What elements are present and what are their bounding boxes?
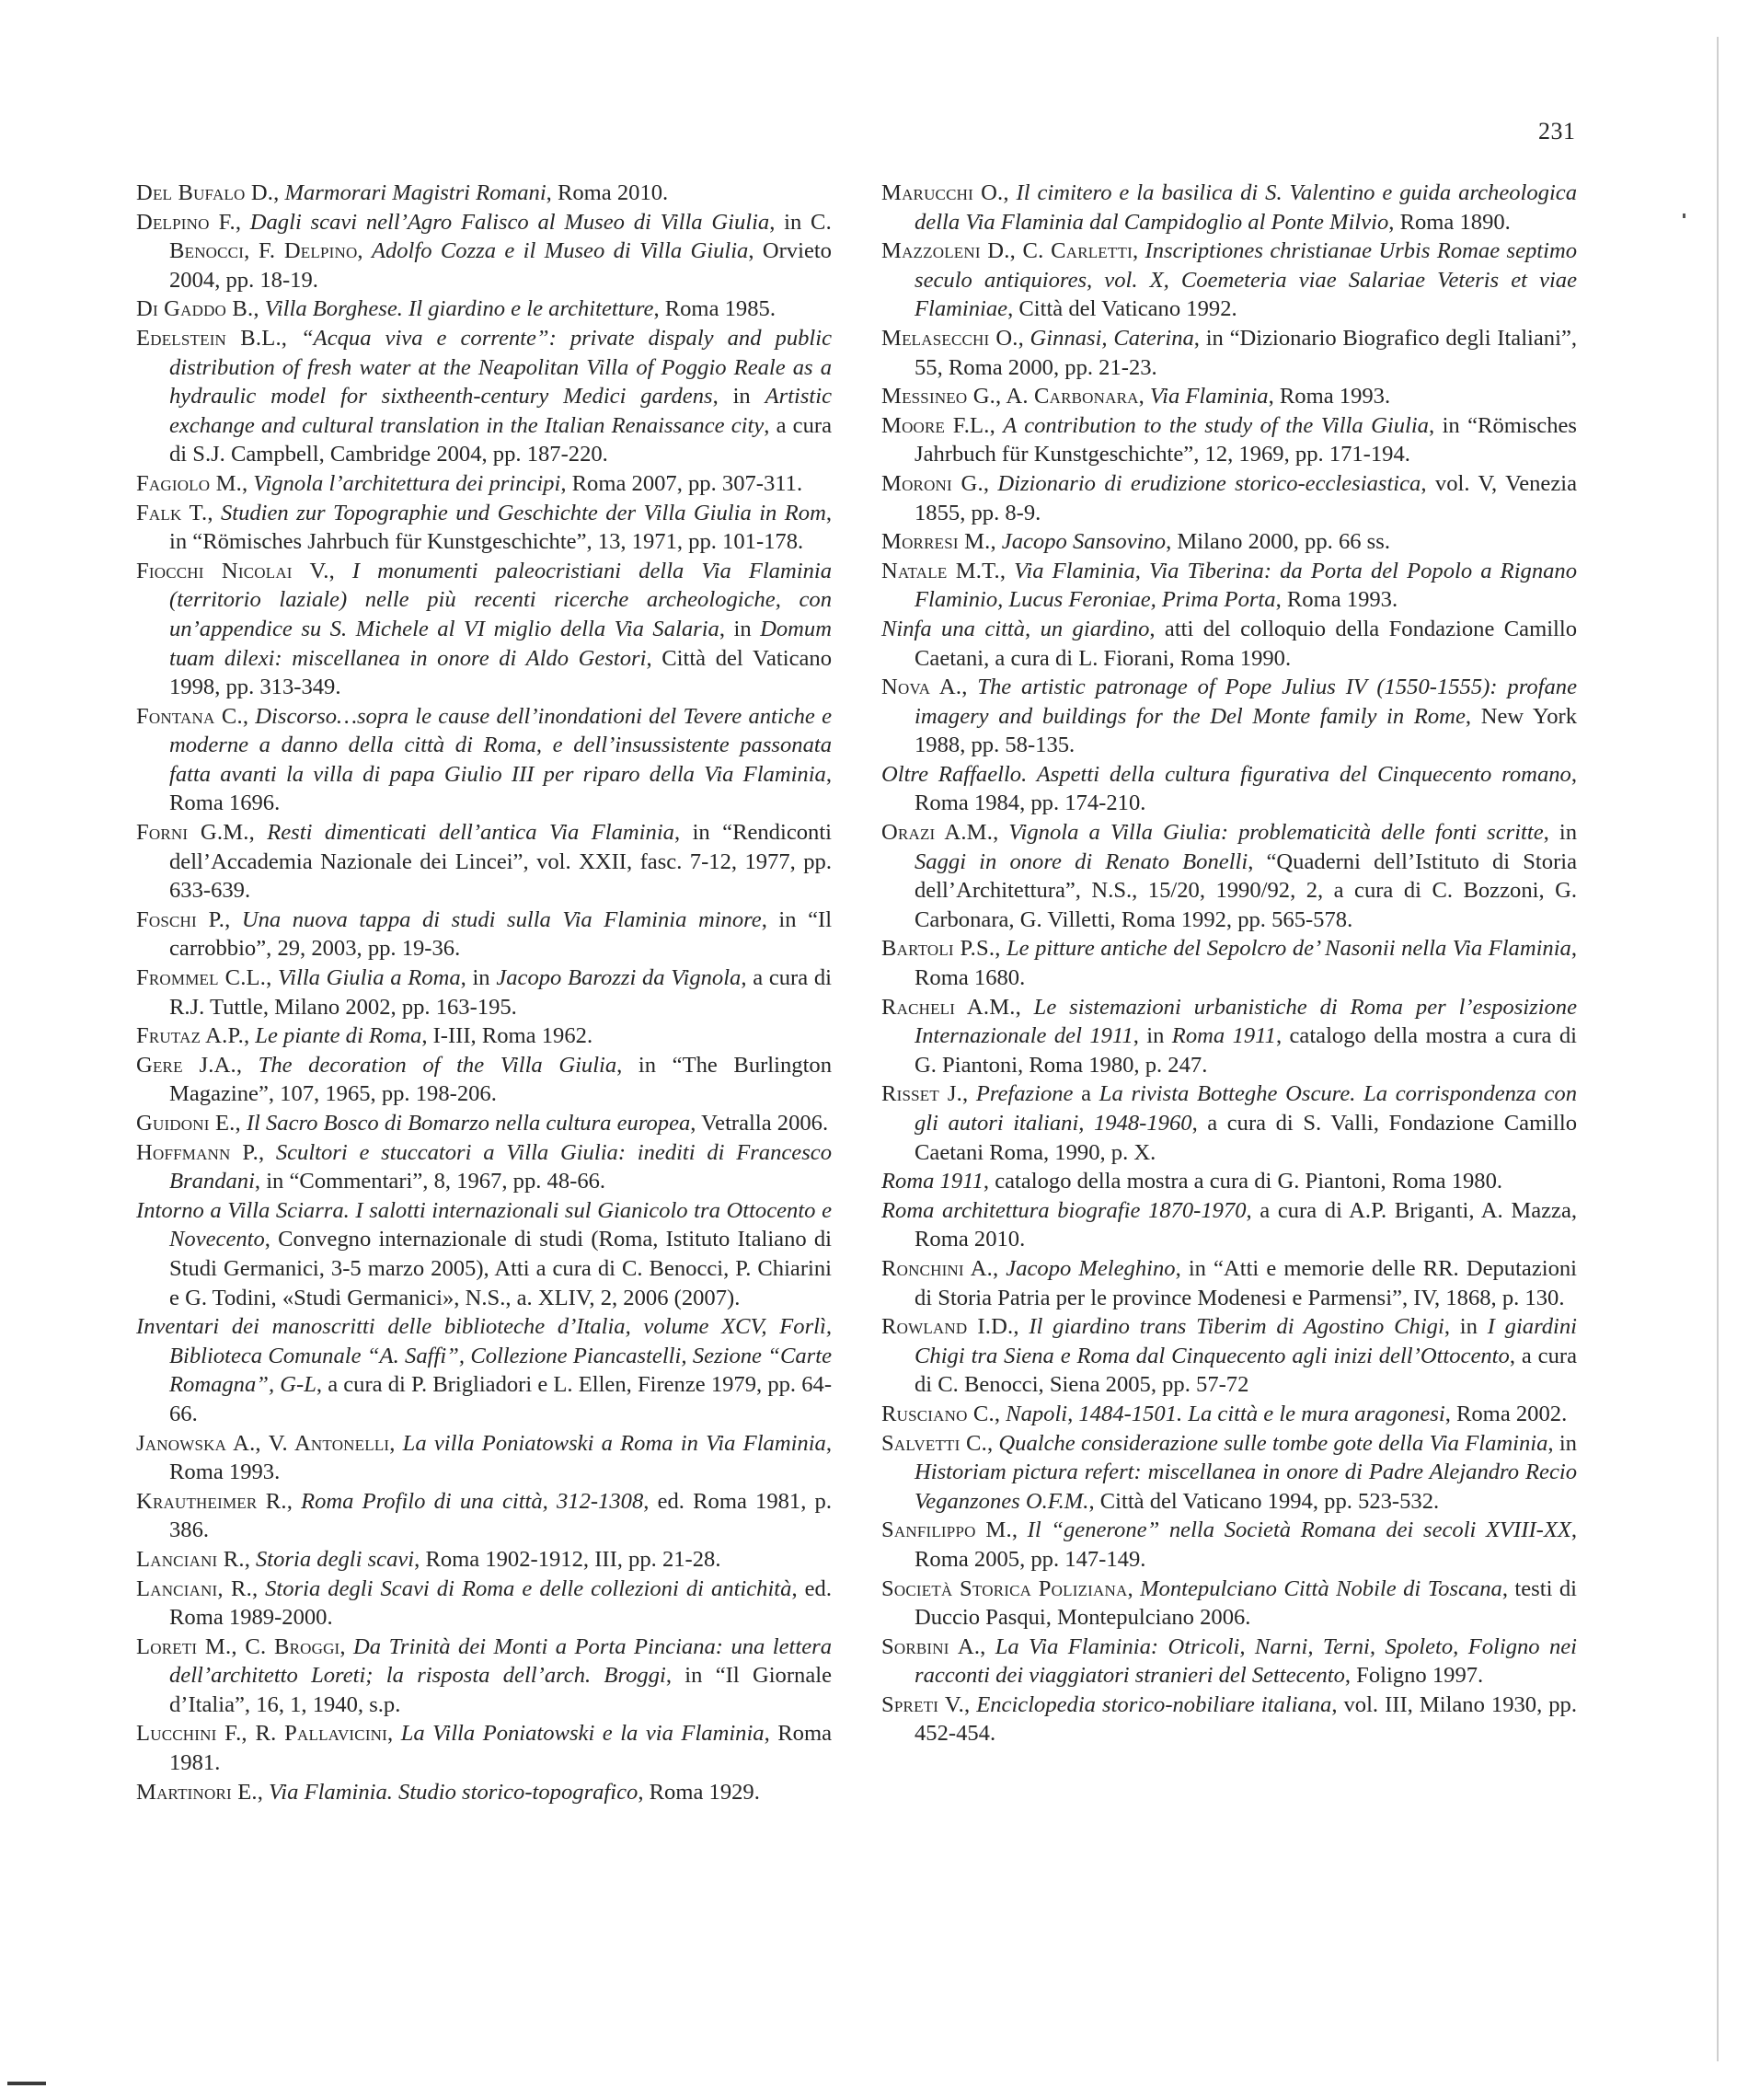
entry-author: Moroni G.	[881, 470, 984, 496]
entry-text: , Roma 1981.	[169, 1721, 832, 1776]
entry-title: Jacopo Meleghino	[1006, 1255, 1176, 1281]
entry-title: The decoration of the Villa Giulia	[258, 1052, 617, 1078]
bibliography-entry	[881, 469, 1577, 527]
entry-author: Falk T.	[136, 500, 208, 525]
entry-title: Roma 1911	[881, 1169, 984, 1194]
entry-title: Dagli scavi nell’Agro Falisco al Museo di Villa Giulia	[249, 209, 770, 235]
entry-text: , catalogo della mostra a cura di G. Piantoni, Roma 1980, p. 247.	[915, 1023, 1577, 1078]
entry-author: Delpino F.	[136, 209, 236, 235]
bibliography-entry	[136, 906, 832, 963]
entry-text: , in	[719, 616, 761, 641]
entry-title: Domum tuam dilexi: miscellanea in onore di Aldo Gestori	[169, 616, 832, 671]
entry-title: “Acqua viva e corrente”: private dispaly and public distribution of fresh water at the Neapolitan Villa of Poggio Reale as a hydraulic model for sixtheenth-century Medici gardens	[169, 325, 833, 410]
entry-text: ,	[235, 1111, 247, 1136]
entry-text: ,	[273, 180, 285, 205]
entry-text: ,	[1132, 238, 1145, 264]
entry-title: Prefazione	[975, 1081, 1074, 1107]
bibliography-entry	[136, 294, 832, 324]
entry-author: Janowska A., V. Antonelli	[136, 1430, 390, 1456]
bibliography-entry	[136, 1487, 832, 1545]
entry-title: A contribution to the study of the Villa Giulia	[1003, 412, 1429, 438]
scan-mark	[7, 2082, 46, 2085]
bibliography-entry	[881, 1400, 1577, 1429]
bibliography-entry	[881, 615, 1577, 673]
entry-title: Inventari dei manoscritti delle biblioteche d’Italia, volume XCV, Forlì, Biblioteca Comunale “A. Saffi”, Collezione Piancastelli, Sezione “Carte Romagna”, G-L	[136, 1314, 832, 1398]
entry-title: La Via Flaminia: Otricoli, Narni, Terni, Spoleto, Foligno nei racconti dei viaggiatori stranieri del Settecento	[915, 1633, 1578, 1689]
entry-title: Le pitture antiche del Sepolcro de’ Nasonii nella Via Flaminia	[1006, 936, 1571, 962]
entry-text: , Vetralla 2006.	[690, 1111, 829, 1136]
entry-text: , Roma 1696.	[169, 761, 832, 816]
entry-text: ,	[1015, 994, 1034, 1020]
entry-title: Le sistemazioni urbanistiche di Roma per l’esposizione Internazionale del 1911	[915, 994, 1578, 1049]
entry-title: Una nuova tappa di studi sulla Via Flaminia minore	[241, 906, 762, 932]
entry-text: ,	[1138, 384, 1150, 410]
entry-text: , in “Commentari”, 8, 1967, pp. 48-66.	[254, 1169, 606, 1194]
entry-text: , ed. Roma 1989-2000.	[169, 1575, 832, 1631]
entry-title: Saggi in onore di Renato Bonelli	[915, 848, 1248, 874]
bibliography-entry	[881, 1167, 1577, 1196]
bibliography-entry	[881, 934, 1577, 992]
page-edge-rule	[1717, 37, 1719, 2061]
entry-title: Via Flaminia, Via Tiberina: da Porta del Popolo a Rignano Flaminio, Lucus Feroniae, Prima Porta	[915, 558, 1578, 613]
entry-text: , a cura di R.J. Tuttle, Milano 2002, pp. 163-195.	[169, 965, 832, 1020]
entry-title: Resti dimenticati dell’antica Via Flaminia	[267, 820, 674, 846]
entry-title: Qualche considerazione sulle tombe gote della Via Flaminia	[998, 1430, 1548, 1456]
entry-author: Spreti V.	[881, 1691, 965, 1717]
bibliography-entry	[881, 179, 1577, 237]
entry-title: Artistic exchange and cultural translation in the Italian Renaissance city	[169, 384, 833, 438]
entry-title: Vignola a Villa Giulia: problematicità delle fonti scritte	[1008, 820, 1544, 846]
entry-author: Frommel C.L.	[136, 965, 267, 991]
entry-title: Enciclopedia storico-nobiliare italiana	[976, 1691, 1332, 1717]
entry-text: , in “Römisches Jahrbuch für Kunstgeschichte”, 12, 1969, pp. 171-194.	[915, 412, 1577, 467]
entry-text: ,	[253, 296, 265, 322]
entry-title: Il Sacro Bosco di Bomarzo nella cultura europea	[246, 1111, 691, 1136]
entry-title: Jacopo Barozzi da Vignola	[496, 965, 742, 991]
entry-text: , vol. V, Venezia 1855, pp. 8-9.	[915, 470, 1577, 525]
entry-title: Oltre Raffaello. Aspetti della cultura figurativa del Cinquecento romano	[881, 761, 1571, 787]
entry-title: Napoli, 1484-1501. La città e le mura aragonesi	[1006, 1401, 1445, 1426]
entry-text: ,	[964, 1691, 977, 1717]
entry-text: ,	[286, 1488, 302, 1514]
entry-text: , “Quaderni dell’Istituto di Storia dell’Architettura”, N.S., 15/20, 1990/92, 2, a cura di C. Bozzoni, G. Carbonara, G. Villetti, Roma 1992, pp. 565-578.	[915, 848, 1578, 932]
entry-title: Discorso…sopra le cause dell’inondationi del Tevere antiche e moderne a danno della città di Roma, e dell’insussistente passonata fatta avanti la villa di papa Giulio III per riparo della Via Flaminia	[169, 703, 832, 787]
entry-author: Moore F.L.	[881, 412, 990, 438]
bibliography-entry	[136, 324, 832, 469]
entry-title: Scultori e stuccatori a Villa Giulia: inediti di Francesco Brandani	[169, 1139, 833, 1194]
entry-author: Rusciano C.	[881, 1401, 995, 1426]
entry-title: Studien zur Topographie und Geschichte der Villa Giulia in Rom	[220, 500, 826, 525]
entry-text: , in	[769, 209, 811, 235]
bibliography-entry	[136, 1312, 832, 1428]
bibliography-column-right	[881, 179, 1577, 1748]
entry-author: Hoffmann P.	[136, 1139, 259, 1165]
entry-text: , in “Il Giornale d’Italia”, 16, 1, 1940, s.p.	[169, 1663, 832, 1717]
entry-title: Ginnasi, Caterina	[1030, 325, 1194, 351]
bibliography-entry	[881, 1516, 1577, 1574]
bibliography-entry	[136, 1719, 832, 1777]
entry-text: ,	[257, 1779, 270, 1805]
entry-title: The artistic patronage of Pope Julius IV (1550-1555): profane imagery and buildings for the Del Monte family in Rome	[915, 675, 1577, 729]
entry-text: , in	[1444, 1314, 1488, 1340]
bibliography-entry	[136, 1778, 832, 1807]
entry-text: ,	[989, 412, 1004, 438]
entry-text: ,	[258, 1139, 276, 1165]
entry-author: C. Benocci, F. Delpino	[169, 209, 832, 264]
entry-text: , Roma 1984, pp. 174-210.	[915, 761, 1577, 816]
entry-text: , a cura di P. Brigliadori e L. Ellen, Firenze 1979, pp. 64-66.	[169, 1372, 833, 1426]
entry-text: , a cura di C. Benocci, Siena 2005, pp. 57-72	[915, 1343, 1577, 1398]
entry-author: Lanciani R.	[136, 1546, 245, 1572]
bibliography-entry	[881, 1429, 1577, 1517]
entry-text: ,	[389, 1430, 403, 1456]
bibliography-entry	[881, 993, 1577, 1080]
entry-title: Inscriptiones christianae Urbis Romae septimo seculo antiquiores, vol. X, Coemeteria viae Salariae Veteris et viae Flaminiae	[915, 238, 1578, 322]
entry-title: Il giardino trans Tiberim di Agostino Chigi	[1029, 1314, 1444, 1340]
bibliography-entry	[136, 499, 832, 557]
bibliography-entry	[136, 208, 832, 295]
entry-author: Lucchini F., R. Pallavicini	[136, 1721, 388, 1747]
entry-text: ,	[248, 820, 268, 846]
bibliography-entry	[136, 1109, 832, 1138]
entry-text: , Roma 2002.	[1444, 1401, 1568, 1426]
entry-text: , Città del Vaticano 1994, pp. 523-532.	[1088, 1488, 1440, 1514]
entry-text: ,	[990, 529, 1002, 555]
entry-author: Sanfilippo M.	[881, 1517, 1012, 1543]
entry-text: , catalogo della mostra a cura di G. Piantoni, Roma 1980.	[983, 1169, 1503, 1194]
entry-author: Frutaz A.P.	[136, 1023, 244, 1049]
entry-author: Ronchini A.	[881, 1255, 994, 1281]
entry-title: Da Trinità dei Monti a Porta Pinciana: una lettera dell’architetto Loreti; la risposta dell’arch. Broggi	[169, 1633, 832, 1689]
entry-text: , a cura di S.J. Campbell, Cambridge 2004, pp. 187-220.	[169, 412, 833, 467]
entry-author: Di Gaddo B.	[136, 296, 254, 322]
entry-text: ,	[339, 1633, 354, 1659]
entry-title: Ninfa una città, un giardino	[881, 616, 1150, 641]
entry-author: Loreti M., C. Broggi	[136, 1633, 340, 1659]
bibliography-entry	[136, 1575, 832, 1633]
entry-author: Forni G.M.	[136, 820, 249, 846]
entry-title: La rivista Botteghe Oscure. La corrispondenza con gli autori italiani, 1948-1960	[915, 1081, 1578, 1136]
entry-text: , Roma 2005, pp. 147-149.	[915, 1517, 1578, 1572]
entry-author: Martinori E.	[136, 1779, 258, 1805]
entry-author: Marucchi O.	[881, 180, 1004, 205]
entry-text: , I-III, Roma 1962.	[421, 1023, 593, 1049]
entry-author: Fiocchi Nicolai V.	[136, 558, 329, 583]
bibliography-entry	[136, 1021, 832, 1051]
entry-text: , Città del Vaticano 1998, pp. 313-349.	[169, 645, 832, 700]
entry-text: , vol. III, Milano 1930, pp. 452-454.	[915, 1691, 1578, 1747]
entry-author: Del Bufalo D.	[136, 180, 274, 205]
entry-author: Rowland I.D.	[881, 1314, 1014, 1340]
entry-text: , ed. Roma 1981, p. 386.	[169, 1488, 832, 1543]
entry-text: , in “The Burlington Magazine”, 107, 1965, pp. 198-206.	[169, 1052, 832, 1107]
entry-author: Mazzoleni D., C. Carletti	[881, 238, 1133, 264]
entry-title: Jacopo Sansovino	[1001, 529, 1167, 555]
entry-title: Roma Profilo di una città, 312-1308	[301, 1488, 644, 1514]
bibliography-entry	[136, 1051, 832, 1109]
entry-title: La villa Poniatowski a Roma in Via Flaminia	[402, 1430, 826, 1456]
entry-text: , in	[1543, 820, 1578, 846]
entry-author: Krautheimer R.	[136, 1488, 287, 1514]
bibliography-entry	[136, 1196, 832, 1312]
entry-author: Melasecchi O.	[881, 325, 1018, 351]
entry-text: ,	[387, 1721, 401, 1747]
entry-title: La Villa Poniatowski e la via Flaminia	[400, 1721, 765, 1747]
entry-text: , Roma 1993.	[169, 1430, 832, 1485]
entry-text: ,	[328, 558, 352, 583]
entry-author: Sorbini A.	[881, 1633, 981, 1659]
entry-author: Fontana C.	[136, 703, 243, 729]
entry-text: , in	[1547, 1430, 1577, 1456]
entry-text: ,	[999, 558, 1015, 583]
entry-text: , Roma 1985.	[653, 296, 776, 322]
entry-title: Via Flaminia. Studio storico-topografico	[269, 1779, 638, 1805]
entry-text: , in “Römisches Jahrbuch für Kunstgeschichte”, 13, 1971, pp. 101-178.	[169, 500, 833, 555]
entry-title: Marmorari Magistri Romani	[284, 180, 546, 205]
bibliography-entry	[136, 469, 832, 499]
entry-title: Le piante di Roma	[255, 1023, 422, 1049]
entry-author: Guidoni E.	[136, 1111, 236, 1136]
entry-author: Gere J.A.	[136, 1052, 236, 1078]
entry-text: ,	[994, 1401, 1007, 1426]
bibliography-entry	[881, 1196, 1577, 1254]
entry-text: ,	[983, 470, 998, 496]
entry-text: ,	[1018, 325, 1030, 351]
entry-title: Villa Giulia a Roma	[277, 965, 461, 991]
bibliography-entry	[881, 382, 1577, 411]
scan-dot	[1683, 213, 1685, 218]
entry-text: , Roma 1890.	[1388, 209, 1511, 235]
entry-text: ,	[207, 500, 221, 525]
entry-text: ,	[995, 936, 1007, 962]
entry-text: ,	[1013, 1314, 1030, 1340]
bibliography-entry	[881, 1312, 1577, 1400]
entry-title: Montepulciano Città Nobile di Toscana	[1140, 1575, 1502, 1601]
entry-text: , in	[712, 384, 765, 410]
bibliography-entry	[881, 1690, 1577, 1748]
entry-text: , New York 1988, pp. 58-135.	[915, 703, 1577, 758]
entry-title: Villa Borghese. Il giardino e le architetture	[264, 296, 654, 322]
entry-text: , in	[460, 965, 497, 991]
entry-text: ,	[980, 1633, 995, 1659]
entry-text: , in	[1133, 1023, 1172, 1049]
entry-text: , in “Dizionario Biografico degli Italiani”, 55, Roma 2000, pp. 21-23.	[915, 325, 1578, 380]
entry-text: ,	[1003, 180, 1017, 205]
bibliography-entry	[881, 1633, 1577, 1690]
entry-text: ,	[251, 1575, 266, 1601]
entry-text: ,	[993, 820, 1009, 846]
bibliography-entry	[881, 1575, 1577, 1633]
entry-text: , Roma 1993.	[1268, 384, 1391, 410]
entry-author: Bartoli P.S.	[881, 936, 995, 962]
entry-author: Risset J.	[881, 1081, 962, 1107]
entry-author: Lanciani, R.	[136, 1575, 252, 1601]
entry-text: ,	[357, 238, 372, 264]
entry-text: ,	[961, 1081, 976, 1107]
entry-author: Società Storica Poliziana	[881, 1575, 1128, 1601]
entry-author: Foschi P.	[136, 906, 225, 932]
entry-text: ,	[243, 1023, 256, 1049]
entry-title: Il cimitero e la basilica di S. Valentino e guida archeologica della Via Flaminia dal Campidoglio al Ponte Milvio	[915, 180, 1577, 235]
entry-text: ,	[236, 1052, 259, 1078]
entry-text: , Città del Vaticano 1992.	[1007, 296, 1237, 322]
entry-title: Il “generone” nella Società Romana dei secoli XVIII-XX	[1027, 1517, 1571, 1543]
entry-text: ,	[961, 675, 978, 700]
entry-author: Salvetti C.	[881, 1430, 987, 1456]
entry-text: ,	[224, 906, 242, 932]
bibliography-entry	[881, 818, 1577, 934]
entry-text: , Orvieto 2004, pp. 18-19.	[169, 238, 832, 293]
entry-text: ,	[242, 703, 256, 729]
bibliography-entry	[881, 411, 1577, 469]
bibliography-entry	[136, 818, 832, 906]
bibliography-entry	[136, 557, 832, 702]
entry-author: Natale M.T.	[881, 558, 1000, 583]
entry-author: Morresi M.	[881, 529, 991, 555]
bibliography-entry	[136, 1138, 832, 1196]
bibliography-entry	[136, 702, 832, 818]
bibliography-entry	[881, 1254, 1577, 1312]
entry-text: , atti del colloquio della Fondazione Camillo Caetani, a cura di L. Fiorani, Roma 1990.	[915, 616, 1577, 671]
entry-author: Edelstein B.L.	[136, 325, 282, 351]
entry-text: , Roma 1902-1912, III, pp. 21-28.	[414, 1546, 721, 1572]
entry-text: , Roma 2007, pp. 307-311.	[560, 470, 803, 496]
entry-author: Messineo G., A. Carbonara	[881, 384, 1139, 410]
bibliography-entry	[136, 1633, 832, 1720]
entry-text: , Convegno internazionale di studi (Roma, Istituto Italiano di Studi Germanici, 3-5 marzo 2005), Atti a cura di C. Benocci, P. Chiarini e G. Todini, «Studi Germanici», N.S., a. XLIV, 2, 2006 (2007).	[169, 1227, 832, 1310]
entry-text: , a cura di S. Valli, Fondazione Camillo Caetani Roma, 1990, p. X.	[915, 1111, 1577, 1165]
entry-text: ,	[244, 1546, 256, 1572]
bibliography-entry	[881, 673, 1577, 760]
entry-title: Storia degli scavi	[256, 1546, 415, 1572]
entry-text: , Roma 1929.	[638, 1779, 760, 1805]
entry-text: , a cura di A.P. Briganti, A. Mazza, Roma 2010.	[915, 1197, 1578, 1252]
entry-author: Nova A.	[881, 675, 962, 700]
entry-title: Historiam pictura refert: miscellanea in onore di Padre Alejandro Recio Veganzones O.F.M.	[915, 1460, 1577, 1514]
entry-text: , in “Il carrobbio”, 29, 2003, pp. 19-36.	[169, 906, 833, 962]
entry-text: , Roma 1680.	[915, 936, 1577, 991]
entry-text: ,	[235, 209, 250, 235]
entry-text: ,	[242, 470, 254, 496]
entry-text: , Roma 2010.	[546, 180, 669, 205]
entry-text: , in “Rendiconti dell’Accademia Nazionale dei Lincei”, vol. XXII, fasc. 7-12, 1977, pp. 633-639.	[169, 820, 832, 904]
entry-title: Adolfo Cozza e il Museo di Villa Giulia	[371, 238, 749, 264]
entry-text: , Foligno 1997.	[1344, 1663, 1484, 1689]
page-number: 231	[1538, 118, 1576, 144]
bibliography-entry	[136, 1429, 832, 1487]
entry-title: Roma architettura biografie 1870-1970	[881, 1197, 1247, 1223]
bibliography-entry	[881, 237, 1577, 324]
bibliography-entry	[881, 1079, 1577, 1167]
bibliography-entry	[136, 1545, 832, 1575]
bibliography-entry	[136, 179, 832, 208]
entry-text: , Roma 1993.	[1275, 587, 1398, 613]
entry-title: Via Flaminia	[1149, 384, 1269, 410]
entry-title: Roma 1911	[1171, 1023, 1276, 1049]
bibliography-entry	[881, 760, 1577, 818]
entry-title: Storia degli Scavi di Roma e delle collezioni di antichità	[265, 1575, 792, 1601]
bibliography-entry	[881, 557, 1577, 615]
bibliography-entry	[136, 963, 832, 1021]
entry-title: I giardini Chigi tra Siena e Roma dal Cinquecento agli inizi dell’Ottocento	[915, 1314, 1578, 1368]
entry-text: , testi di Duccio Pasqui, Montepulciano 2006.	[915, 1575, 1577, 1631]
entry-text: , Milano 2000, pp. 66 ss.	[1166, 529, 1390, 555]
entry-text: ,	[281, 325, 301, 351]
bibliography-entry	[881, 324, 1577, 382]
entry-title: Intorno a Villa Sciarra. I salotti internazionali sul Gianicolo tra Ottocento e Novecento	[136, 1197, 832, 1252]
entry-title: Dizionario di erudizione storico-ecclesiastica	[997, 470, 1421, 496]
entry-author: Orazi A.M.	[881, 820, 994, 846]
bibliography-column-left	[136, 179, 832, 1806]
entry-text: ,	[986, 1430, 999, 1456]
entry-author: Racheli A.M.	[881, 994, 1016, 1020]
entry-title: Vignola l’architettura dei principi	[253, 470, 561, 496]
bibliography-entry	[881, 527, 1577, 557]
entry-title: I monumenti paleocristiani della Via Flaminia (territorio laziale) nelle più recenti ricerche archeologiche, con un’appendice su S. Michele al VI miglio della Via Salaria	[169, 558, 832, 641]
entry-text: ,	[1011, 1517, 1028, 1543]
entry-text: ,	[993, 1255, 1007, 1281]
entry-text: a	[1073, 1081, 1099, 1107]
entry-author: Fagiolo M.	[136, 470, 242, 496]
entry-text: ,	[266, 965, 278, 991]
entry-text: , in “Atti e memorie delle RR. Deputazioni di Storia Patria per le province Modenesi e Parmensi”, IV, 1868, p. 130.	[915, 1255, 1578, 1310]
entry-text: ,	[1127, 1575, 1141, 1601]
